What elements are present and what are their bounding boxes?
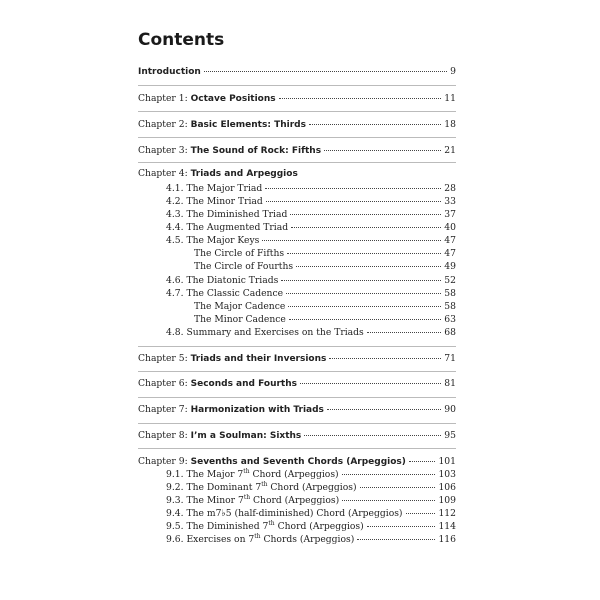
leader-dots bbox=[289, 318, 441, 320]
toc-entry-9-6[interactable] bbox=[138, 534, 456, 545]
divider bbox=[138, 371, 456, 372]
page-number: 11 bbox=[444, 93, 456, 104]
leader-dots bbox=[286, 292, 441, 294]
leader-dots bbox=[309, 123, 441, 125]
page-number: 101 bbox=[438, 456, 456, 467]
page-number: 9 bbox=[450, 66, 456, 77]
toc-entry-major-cadence[interactable] bbox=[138, 301, 456, 312]
chapter-prefix: Chapter 3: bbox=[138, 145, 191, 156]
divider bbox=[138, 346, 456, 347]
page-number: 114 bbox=[438, 521, 456, 532]
divider bbox=[138, 162, 456, 163]
entry-title: 4.4. The Augmented Triad bbox=[166, 222, 289, 233]
entry-title: 4.8. Summary and Exercises on the Triads bbox=[166, 327, 364, 338]
page-number: 21 bbox=[444, 145, 456, 156]
leader-dots bbox=[287, 252, 441, 254]
toc-entry-chapter-3[interactable] bbox=[138, 145, 456, 157]
leader-dots bbox=[281, 279, 441, 281]
divider bbox=[138, 397, 456, 398]
leader-dots bbox=[324, 149, 441, 151]
entry-title: The Circle of Fifths bbox=[194, 248, 285, 259]
divider bbox=[138, 448, 456, 449]
toc-entry-chapter-5[interactable] bbox=[138, 353, 456, 365]
divider bbox=[138, 423, 456, 424]
toc-entry-chapter-9[interactable] bbox=[138, 456, 456, 468]
page-number: 81 bbox=[444, 378, 456, 389]
toc-entry-chapter-6[interactable] bbox=[138, 378, 456, 390]
toc-entry-circle-of-fifths[interactable] bbox=[138, 248, 456, 259]
page-number: 106 bbox=[438, 482, 456, 493]
toc-entry-4-1[interactable] bbox=[138, 183, 456, 194]
chapter-prefix: Chapter 1: bbox=[138, 93, 191, 104]
chapter-prefix: Chapter 2: bbox=[138, 119, 191, 130]
divider bbox=[138, 85, 456, 86]
entry-title: 4.5. The Major Keys bbox=[166, 235, 260, 246]
toc-entry-9-4[interactable] bbox=[138, 508, 456, 519]
chapter-prefix: Chapter 9: bbox=[138, 456, 191, 467]
leader-dots bbox=[406, 512, 436, 514]
entry-title: Harmonization with Triads bbox=[190, 405, 324, 415]
toc-entry-4-7[interactable] bbox=[138, 288, 456, 299]
toc-entry-chapter-4[interactable] bbox=[138, 168, 456, 180]
toc-entry-9-5[interactable] bbox=[138, 521, 456, 532]
page-number: 40 bbox=[444, 222, 456, 233]
leader-dots bbox=[288, 305, 441, 307]
divider bbox=[138, 111, 456, 112]
page-number: 109 bbox=[438, 495, 456, 506]
leader-dots bbox=[409, 460, 436, 462]
page-number: 63 bbox=[444, 314, 456, 325]
page-number: 95 bbox=[444, 430, 456, 441]
leader-dots bbox=[262, 239, 441, 241]
toc-entry-chapter-7[interactable] bbox=[138, 404, 456, 416]
toc-entry-chapter-2[interactable] bbox=[138, 119, 456, 131]
toc-entry-9-3[interactable] bbox=[138, 495, 456, 506]
leader-dots bbox=[357, 538, 435, 540]
leader-dots bbox=[279, 97, 442, 99]
leader-dots bbox=[300, 382, 441, 384]
toc-entry-chapter-1[interactable] bbox=[138, 93, 456, 105]
toc-entry-chapter-8[interactable] bbox=[138, 430, 456, 442]
entry-title: 4.6. The Diatonic Triads bbox=[166, 275, 279, 286]
page-number: 103 bbox=[438, 469, 456, 480]
page-number: 58 bbox=[444, 301, 456, 312]
chapter-prefix: Chapter 7: bbox=[138, 404, 191, 415]
chapter-prefix: Chapter 5: bbox=[138, 353, 191, 364]
leader-dots bbox=[291, 226, 441, 228]
leader-dots bbox=[290, 213, 441, 215]
toc-entry-4-6[interactable] bbox=[138, 275, 456, 286]
entry-title: 4.2. The Minor Triad bbox=[166, 196, 263, 207]
toc-entry-4-5[interactable] bbox=[138, 235, 456, 246]
chapter-prefix: Chapter 8: bbox=[138, 430, 191, 441]
entry-title: 4.1. The Major Triad bbox=[166, 183, 263, 194]
leader-dots bbox=[266, 200, 442, 202]
leader-dots bbox=[327, 408, 441, 410]
page-title: Contents bbox=[138, 30, 225, 50]
entry-title: 4.3. The Diminished Triad bbox=[166, 209, 288, 220]
entry-title: Sevenths and Seventh Chords (Arpeggios) bbox=[190, 457, 406, 467]
page-number: 33 bbox=[444, 196, 456, 207]
toc-entry-introduction[interactable] bbox=[138, 66, 456, 78]
toc-entry-9-1[interactable] bbox=[138, 469, 456, 480]
leader-dots bbox=[204, 70, 447, 72]
entry-title: Basic Elements: Thirds bbox=[190, 120, 306, 130]
toc-entry-9-2[interactable] bbox=[138, 482, 456, 493]
page-number: 116 bbox=[438, 534, 456, 545]
leader-dots bbox=[304, 434, 441, 436]
toc-entry-4-4[interactable] bbox=[138, 222, 456, 233]
entry-title: 9.3. The Minor 7th Chord (Arpeggios) bbox=[166, 493, 340, 506]
page-number: 37 bbox=[444, 209, 456, 220]
leader-dots bbox=[367, 525, 436, 527]
entry-title: 9.6. Exercises on 7th Chords (Arpeggios) bbox=[166, 532, 355, 545]
toc-entry-4-3[interactable] bbox=[138, 209, 456, 220]
toc-entry-minor-cadence[interactable] bbox=[138, 314, 456, 325]
page-number: 68 bbox=[444, 327, 456, 338]
page-number: 52 bbox=[444, 275, 456, 286]
page-number: 28 bbox=[444, 183, 456, 194]
leader-dots bbox=[296, 265, 441, 267]
entry-title: Introduction bbox=[138, 67, 201, 77]
toc-entry-4-2[interactable] bbox=[138, 196, 456, 207]
page-number: 71 bbox=[444, 353, 456, 364]
leader-dots bbox=[360, 486, 436, 488]
page-number: 90 bbox=[444, 404, 456, 415]
page-number: 112 bbox=[438, 508, 456, 519]
leader-dots bbox=[342, 499, 435, 501]
page-number: 47 bbox=[444, 248, 456, 259]
page-number: 47 bbox=[444, 235, 456, 246]
entry-title: Seconds and Fourths bbox=[190, 379, 297, 389]
page-number: 18 bbox=[444, 119, 456, 130]
chapter-prefix: Chapter 6: bbox=[138, 378, 191, 389]
entry-title: Triads and Arpeggios bbox=[190, 169, 298, 179]
toc-entry-circle-of-fourths[interactable] bbox=[138, 261, 456, 272]
chapter-prefix: Chapter 4: bbox=[138, 168, 191, 179]
page-number: 49 bbox=[444, 261, 456, 272]
entry-title: Triads and their Inversions bbox=[190, 354, 327, 364]
toc-entry-4-8[interactable] bbox=[138, 327, 456, 338]
entry-title: The Sound of Rock: Fifths bbox=[190, 146, 322, 156]
entry-title: The Circle of Fourths bbox=[194, 261, 294, 272]
entry-title: 9.4. The m7♭5 (half-diminished) Chord (Arpeggios) bbox=[166, 508, 403, 519]
entry-title: I’m a Soulman: Sixths bbox=[190, 431, 302, 441]
page-number: 58 bbox=[444, 288, 456, 299]
entry-title: Octave Positions bbox=[190, 94, 276, 104]
entry-title: 9.1. The Major 7th Chord (Arpeggios) bbox=[166, 467, 339, 480]
leader-dots bbox=[342, 473, 436, 475]
entry-title: The Major Cadence bbox=[194, 301, 286, 312]
entry-title: The Minor Cadence bbox=[194, 314, 286, 325]
entry-title: 9.5. The Diminished 7th Chord (Arpeggios) bbox=[166, 519, 364, 532]
leader-dots bbox=[367, 331, 442, 333]
leader-dots bbox=[265, 187, 441, 189]
leader-dots bbox=[329, 357, 441, 359]
divider bbox=[138, 137, 456, 138]
entry-title: 4.7. The Classic Cadence bbox=[166, 288, 284, 299]
entry-title: 9.2. The Dominant 7th Chord (Arpeggios) bbox=[166, 480, 357, 493]
